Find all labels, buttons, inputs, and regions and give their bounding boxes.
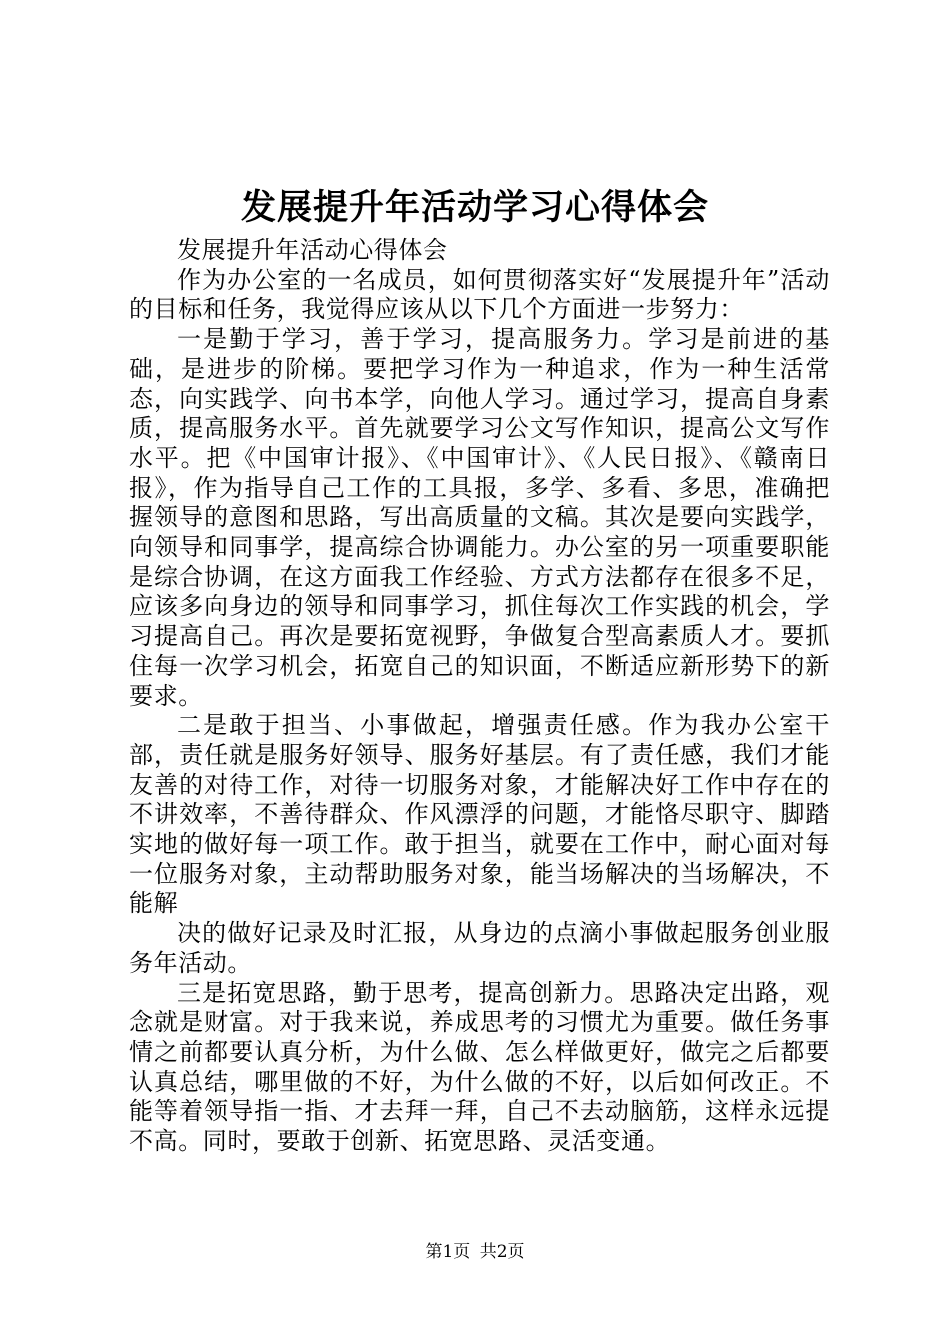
body-paragraph-learning: 一是勤于学习，善于学习，提高服务力。学习是前进的基础，是进步的阶梯。要把学习作为一种追求，作为一种生活常态，向实践学、向书本学，向他人学习。通过学习，提高自身素质，提高服务水平。首先就要学习公文写作知识，提高公文写作水平。把《中国审计报》、《中国审计》、《人民日报》、《赣南日报》，作为指导自己工作的工具报，多学、多看、多思，准确把握领导的意图和思路，写出高质量的文稿。其次是要向实践学，向领导和同事学，提高综合协调能力。办公室的另一项重要职能是综合协调，在这方面我工作经验、方式方法都存在很多不足，应该多向身边的领导和同事学习，抓住每次工作实践的机会，学习提高自己。再次是要拓宽视野，争做复合型高素质人才。要抓住每一次学习机会，拓宽自己的知识面，不断适应新形势下的新要求。 — [129, 325, 830, 710]
document-body — [129, 236, 830, 1157]
subtitle-paragraph: 发展提升年活动心得体会 — [177, 236, 448, 264]
body-paragraph-continuation: 决的做好记录及时汇报，从身边的点滴小事做起服务创业服务年活动。 — [129, 919, 830, 977]
body-paragraph-responsibility: 二是敢于担当、小事做起，增强责任感。作为我办公室干部，责任就是服务好领导、服务好基层。有了责任感，我们才能友善的对待工作，对待一切服务对象，才能解决好工作中存在的不讲效率，不善待群众、作风漂浮的问题，才能恪尽职守、脚踏实地的做好每一项工作。敢于担当，就要在工作中，耐心面对每一位服务对象，主动帮助服务对象，能当场解决的当场解决，不能解 — [129, 711, 830, 918]
page-number: 第1页 — [425, 1242, 471, 1262]
page-footer — [0, 1240, 950, 1264]
page-total: 共2页 — [479, 1242, 525, 1262]
document-title: 发展提升年活动学习心得体会 — [240, 187, 709, 228]
body-paragraph-innovation: 三是拓宽思路，勤于思考，提高创新力。思路决定出路，观念就是财富。对于我来说，养成思考的习惯尤为重要。做任务事情之前都要认真分析，为什么做、怎么样做更好，做完之后都要认真总结，哪里做的不好，为什么做的不好，以后如何改正。不能等着领导指一指、才去拜一拜，自己不去动脑筋，这样永远提不高。同时，要敢于创新、拓宽思路、灵活变通。 — [129, 978, 830, 1156]
intro-paragraph: 作为办公室的一名成员，如何贯彻落实好“发展提升年”活动的目标和任务，我觉得应该从以下几个方面进一步努力： — [129, 265, 830, 324]
